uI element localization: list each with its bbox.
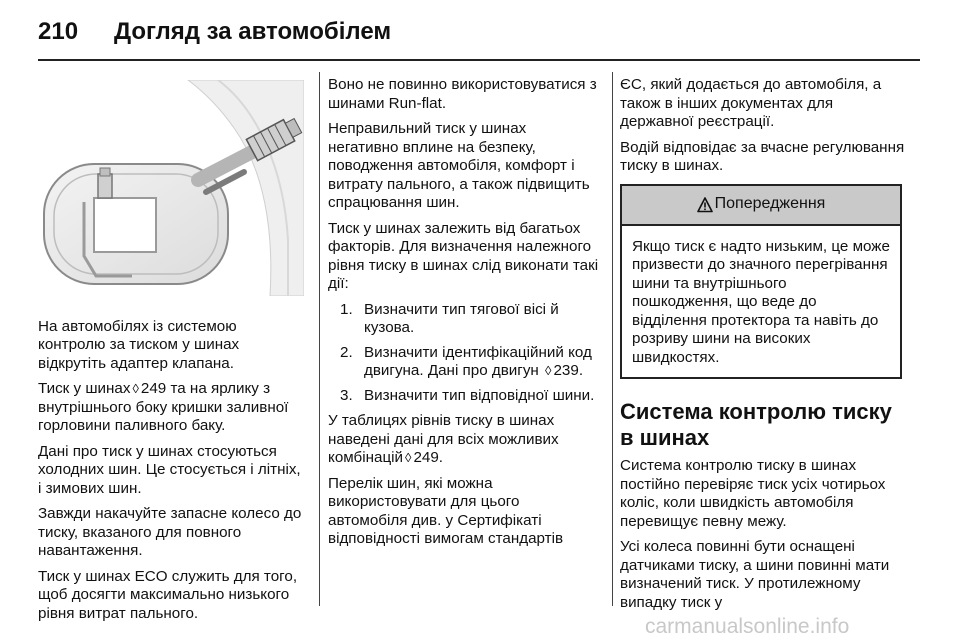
- column-2: [328, 76, 600, 556]
- paragraph: Тиск у шинах ◊ 249 та на ярлику з внутрішнього боку кришки заливної горловини паливного баку.: [38, 380, 289, 434]
- paragraph: Усі колеса повинні бути оснащені датчиками тиску, а шини повинні мати визначений тиск. У протилежному випадку тиск у: [620, 538, 890, 611]
- link-ref[interactable]: 249: [140, 380, 167, 397]
- paragraph: Воно не повинно використовуватися з шинами Run-flat.: [328, 76, 597, 112]
- warning-triangle-icon: [697, 197, 713, 213]
- paragraph: Система контролю тиску в шинах постійно перевіряє тиск усіх чотирьох коліс, коли швидкість автомобіля перевищує певну межу.: [620, 457, 886, 530]
- link-ref[interactable]: 249.: [413, 449, 443, 466]
- section-title: Система контролю тиску в шинах: [620, 399, 892, 450]
- column-1: [38, 72, 306, 630]
- paragraph: Дані про тиск у шинах стосуються холодних шин. Це стосується і літніх, і зимових шин.: [38, 442, 301, 497]
- warning-title: Попередження: [714, 195, 826, 213]
- link-ref[interactable]: 239.: [553, 362, 584, 379]
- watermark: carmanualsonline.info: [645, 615, 850, 638]
- paragraph: Тиск у шинах ECO служить для того, щоб досягти максимально низького рівня витрат пального.: [38, 567, 298, 622]
- paragraph: Неправильний тиск у шинах негативно вплине на безпеку, поводження автомобіля, комфорт і витрату пального, а також підвищить спрацювання шин.: [328, 120, 590, 211]
- paragraph: Водій відповідає за вчасне регулювання тиску в шинах.: [620, 138, 905, 174]
- column-divider: [612, 72, 613, 606]
- column-3: [620, 76, 910, 619]
- paragraph: У таблицях рівнів тиску в шинах наведені дані для всіх можливих комбінацій ◊ 249.: [328, 412, 559, 466]
- tire-valve-adapter-illustration: [38, 80, 304, 296]
- page-title: Догляд за автомобілем: [114, 18, 392, 45]
- paragraph: Тиск у шинах залежить від багатьох факторів. Для визначення належного рівня тиску в шинах слід виконати такі дії:: [328, 219, 599, 292]
- warning-text: Якщо тиск є надто низьким, це може призвести до значного перегрівання шини та внутрішнього пошкодження, що веде до відділення протектора та навіть до розриву шини на високих швидкостях.: [632, 237, 890, 366]
- arrow-ref-icon: ◊: [132, 381, 139, 396]
- list-item: 3. Визначити тип відповідної шини.: [340, 386, 595, 404]
- warning-box: [620, 184, 902, 380]
- paragraph: Перелік шин, які можна використовувати для цього автомобіля див. у Сертифікаті відповідності вимогам стандартів: [328, 474, 564, 547]
- header-rule: [38, 59, 920, 61]
- page-number: 210: [38, 18, 79, 45]
- page-header: [38, 14, 920, 60]
- list-item: 1. Визначити тип тягової вісі й кузова.: [340, 300, 559, 336]
- paragraph: На автомобілях із системою контролю за тиском у шинах відкрутіть адаптер клапана.: [38, 317, 240, 372]
- arrow-ref-icon: ◊: [545, 363, 552, 378]
- arrow-ref-icon: ◊: [405, 450, 412, 465]
- paragraph: Завжди накачуйте запасне колесо до тиску, вказаного для повного навантаження.: [38, 505, 302, 559]
- column-divider: [319, 72, 320, 606]
- warning-header: [622, 186, 900, 226]
- list-item: 2. Визначити ідентифікаційний код двигуна. Дані про двигун ◊ 239.: [340, 343, 592, 379]
- paragraph: ЄС, який додається до автомобіля, а також в інших документах для державної реєстрації.: [620, 76, 882, 130]
- steps-list: [328, 301, 600, 406]
